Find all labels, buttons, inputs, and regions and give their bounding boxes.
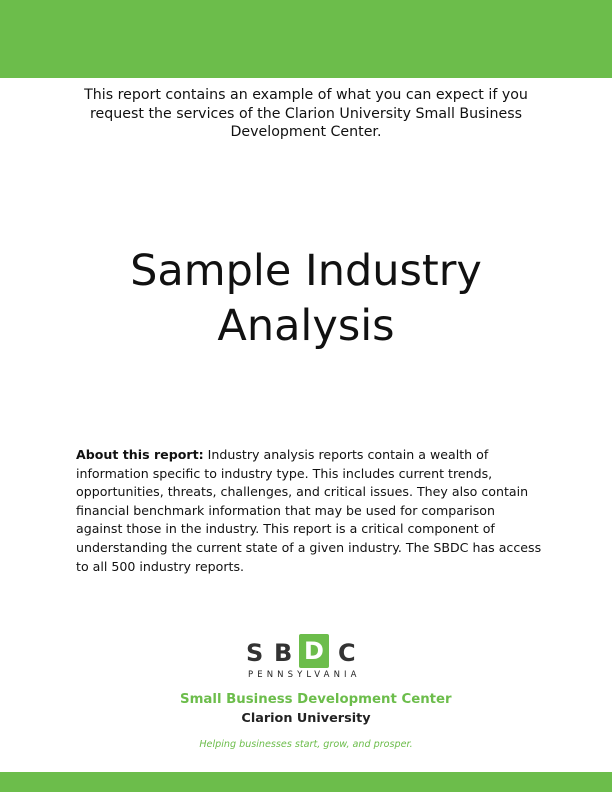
logo-letter-s: S	[246, 639, 264, 667]
logo-university: Clarion University	[241, 711, 371, 726]
about-report	[76, 446, 542, 576]
logo-tagline: Helping businesses start, grow, and prosper.	[199, 739, 413, 750]
title-line-2: Analysis	[217, 301, 395, 351]
logo-letter-d: D	[304, 637, 324, 665]
sbdc-wordmark	[246, 636, 376, 672]
about-label: About this report:	[76, 447, 204, 462]
logo-letter-c: C	[338, 639, 356, 667]
sbdc-logo	[180, 628, 452, 758]
logo-center-name: Small Business Development Center	[180, 692, 452, 707]
title-line-1: Sample Industry	[130, 246, 482, 296]
header-band	[0, 0, 612, 78]
report-title	[56, 244, 556, 354]
logo-state: PENNSYLVANIA	[248, 670, 361, 680]
intro-text: This report contains an example of what you can expect if you request the services of the Clarion University Small Business Development Center.	[84, 87, 528, 140]
footer-band	[0, 772, 612, 792]
logo-d-box	[299, 634, 329, 668]
logo-letter-b: B	[274, 639, 293, 667]
about-text: Industry analysis reports contain a wealth of information specific to industry type. This includes current trends, opportunities, threats, challenges, and critical issues. They also contain financial benchmark information that may be used for comparison against those in the industry. This report is a critical component of understanding the current state of a given industry. The SBDC has access to all 500 industry reports.	[76, 447, 542, 574]
